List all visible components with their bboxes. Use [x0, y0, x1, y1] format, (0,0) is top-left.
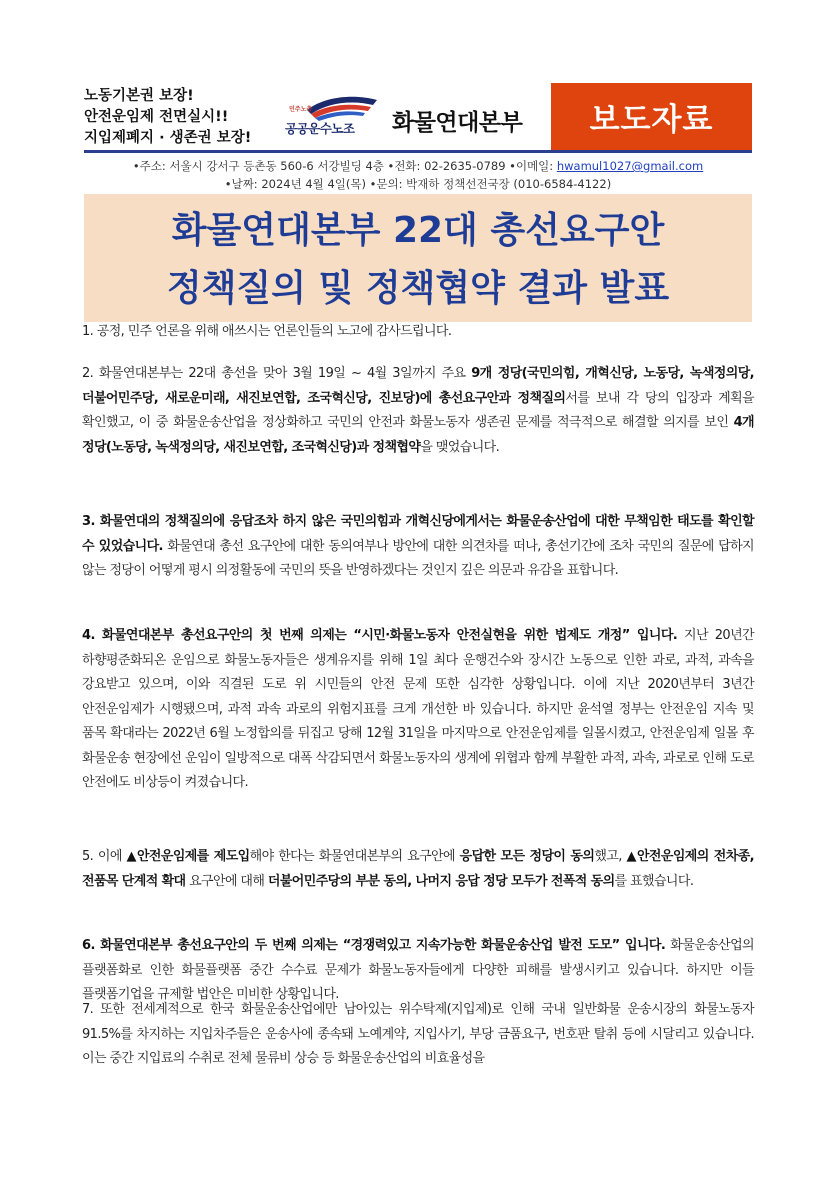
press-release-badge — [551, 83, 752, 150]
paragraph-1-text: 1. 공정, 민주 언론을 위해 애쓰시는 언론인들의 노고에 감사드립니다. — [82, 324, 452, 339]
hq-name: 화물연대본부 — [392, 110, 523, 136]
p7-text: 7. 또한 전세계적으로 한국 화물운송산업에만 남아있는 위수탁제(지입제)로 인해 국내 일반화물 운송시장의 화물노동자 91.5%를 차지하는 지입차주들은 운송사에 종속돼 노예계약, 지입사기, 부당 금품요구, 번호판 탈취 등에 시달리고 있습니다. 이는 중간 지입료의 수취로 전체 물류비 상승 등 화물운송산업의 비효율성을 — [82, 1002, 754, 1066]
p5-text-g: 요구안에 대해 — [185, 873, 268, 889]
p5-text-e: 했고, — [594, 849, 627, 864]
p6-bold: 6. 화물연대본부 총선요구안의 두 번째 의제는 “경쟁력있고 지속가능한 화물운송산업 발전 도모” 입니다. — [82, 938, 666, 953]
logo-small-text: 민주노총 — [289, 106, 313, 113]
p2-text-e: 을 맺었습니다. — [420, 439, 500, 455]
header-rule — [84, 150, 752, 153]
paragraph-2 — [82, 362, 754, 460]
p5-bold-b: ▲안전운임제를 제도입 — [126, 849, 250, 864]
paragraph-4 — [82, 624, 754, 796]
p4-bold: 4. 화물연대본부 총선요구안의 첫 번째 의제는 “시민·화물노동자 안전실현을 위한 법제도 개정” 입니다. — [82, 628, 678, 643]
paragraph-3 — [82, 510, 754, 584]
p5-text-a: 5. 이에 — [82, 849, 127, 864]
slogans — [84, 86, 284, 149]
press-release-label: 보도자료 — [589, 102, 714, 138]
paragraph-7 — [82, 998, 754, 1072]
title-line-2: 정책질의 및 정책협약 결과 발표 — [166, 268, 670, 309]
slogan-1: 노동기본권 보장! — [84, 88, 194, 104]
union-logo — [285, 92, 390, 142]
p6-text: 화물운송산업의 플랫폼화로 인한 화물플랫폼 중간 수수료 문제가 화물노동자들에게 다양한 피해를 발생시키고 있습니다. 하지만 이들 플랫폼기업을 규제할 법안은 미비한 상황입니다. — [82, 938, 754, 1002]
p5-text-c: 해야 한다는 화물연대본부의 요구안에 — [249, 849, 460, 864]
contact-line-2: •날짜: 2024년 4월 4일(목) •문의: 박재하 정책선전국장 (010-6584-4122) — [224, 177, 612, 191]
title-box — [84, 194, 752, 322]
p4-text: 지난 20년간 하향평준화되온 운임으로 화물노동자들은 생계유지를 위해 1일 최다 운행건수와 장시간 노동으로 인한 과로, 과적, 과속을 강요받고 있으며, 이와 직결된 도로 위 시민들의 안전 문제 또한 심각한 상황입니다. 이에 지난 2020년부터 3년간 안전운임제가 시행됐으며, 과적 과속 과로의 위험지표를 크게 개선한 바 있습니다. 하지만 윤석열 정부는 안전운임 지속 및 품목 확대라는 2022년 6월 노정합의를 뒤집고 당해 12월 31일을 마지막으로 안전운임제를 일몰시켰고, 안전운임제 일몰 후 화물운송 현장에선 운임이 일방적으로 대폭 삭감되면서 화물노동자의 생계에 위협과 함께 부활한 과적, 과속, 과로로 인해 도로 안전에도 비상등이 켜졌습니다. — [82, 628, 754, 790]
p5-bold-h: 더불어민주당의 부분 동의, 나머지 응답 정당 모두가 전폭적 동의 — [267, 873, 615, 889]
logo-org-name: 공공운수노조 — [285, 121, 355, 136]
p3-bold: 3. 화물연대의 정책질의에 응답조차 하지 않은 국민의힘과 개혁신당에게서는 화물운송산업에 대한 무책임한 태도를 확인할 수 있었습니다. — [82, 514, 754, 554]
p5-bold-f: ▲안전운임제의 전차종, 전품목 단계적 확대 — [82, 849, 754, 889]
contact-address-phone: •주소: 서울시 강서구 등촌동 560-6 서강빌딩 4층 •전화: 02-2635-0789 •이메일: — [132, 159, 557, 173]
slogan-2: 안전운임제 전면실시!! — [84, 109, 229, 125]
p2-bold-parties: 9개 정당(국민의힘, 개혁신당, 노동당, 녹색정의당, 더불어민주당, 새로운미래, 새진보연합, 조국혁신당, 진보당)에 총선요구안과 정책질의 — [82, 366, 755, 406]
contact-line-1 — [84, 158, 752, 174]
title-line-1: 화물연대본부 22대 총선요구안 — [171, 210, 665, 251]
slogan-3: 지입제폐지 · 생존권 보장! — [84, 130, 252, 146]
p2-text-a: 2. 화물연대본부는 22대 총선을 맞아 3월 19일 ~ 4월 3일까지 주요 — [82, 366, 472, 381]
contact-email-link[interactable]: hwamul1027@gmail.com — [556, 159, 704, 173]
paragraph-5 — [82, 845, 754, 894]
paragraph-1 — [82, 320, 754, 345]
p3-text: 화물연대 총선 요구안에 대한 동의여부나 방안에 대한 의견차를 떠나, 총선기간에 조차 국민의 질문에 답하지 않는 정당이 어떻게 평시 의정활동에 국민의 뜻을 반영하겠다는 것인지 깊은 의문과 유감을 표합니다. — [82, 538, 755, 578]
p5-text-i: 를 표했습니다. — [614, 873, 694, 889]
p5-bold-d: 응답한 모든 정당이 동의 — [459, 849, 595, 864]
p2-text-c: 서를 보내 각 당의 입장과 계획을 확인했고, 이 중 화물운송산업을 정상화하고 국민의 안전과 화물노동자 생존권 문제를 적극적으로 해결할 의지를 보인 — [82, 390, 754, 430]
p2-bold-agreement: 4개 정당(노동당, 녹색정의당, 새진보연합, 조국혁신당)과 정책협약 — [82, 415, 754, 455]
paragraph-6 — [82, 934, 754, 1008]
